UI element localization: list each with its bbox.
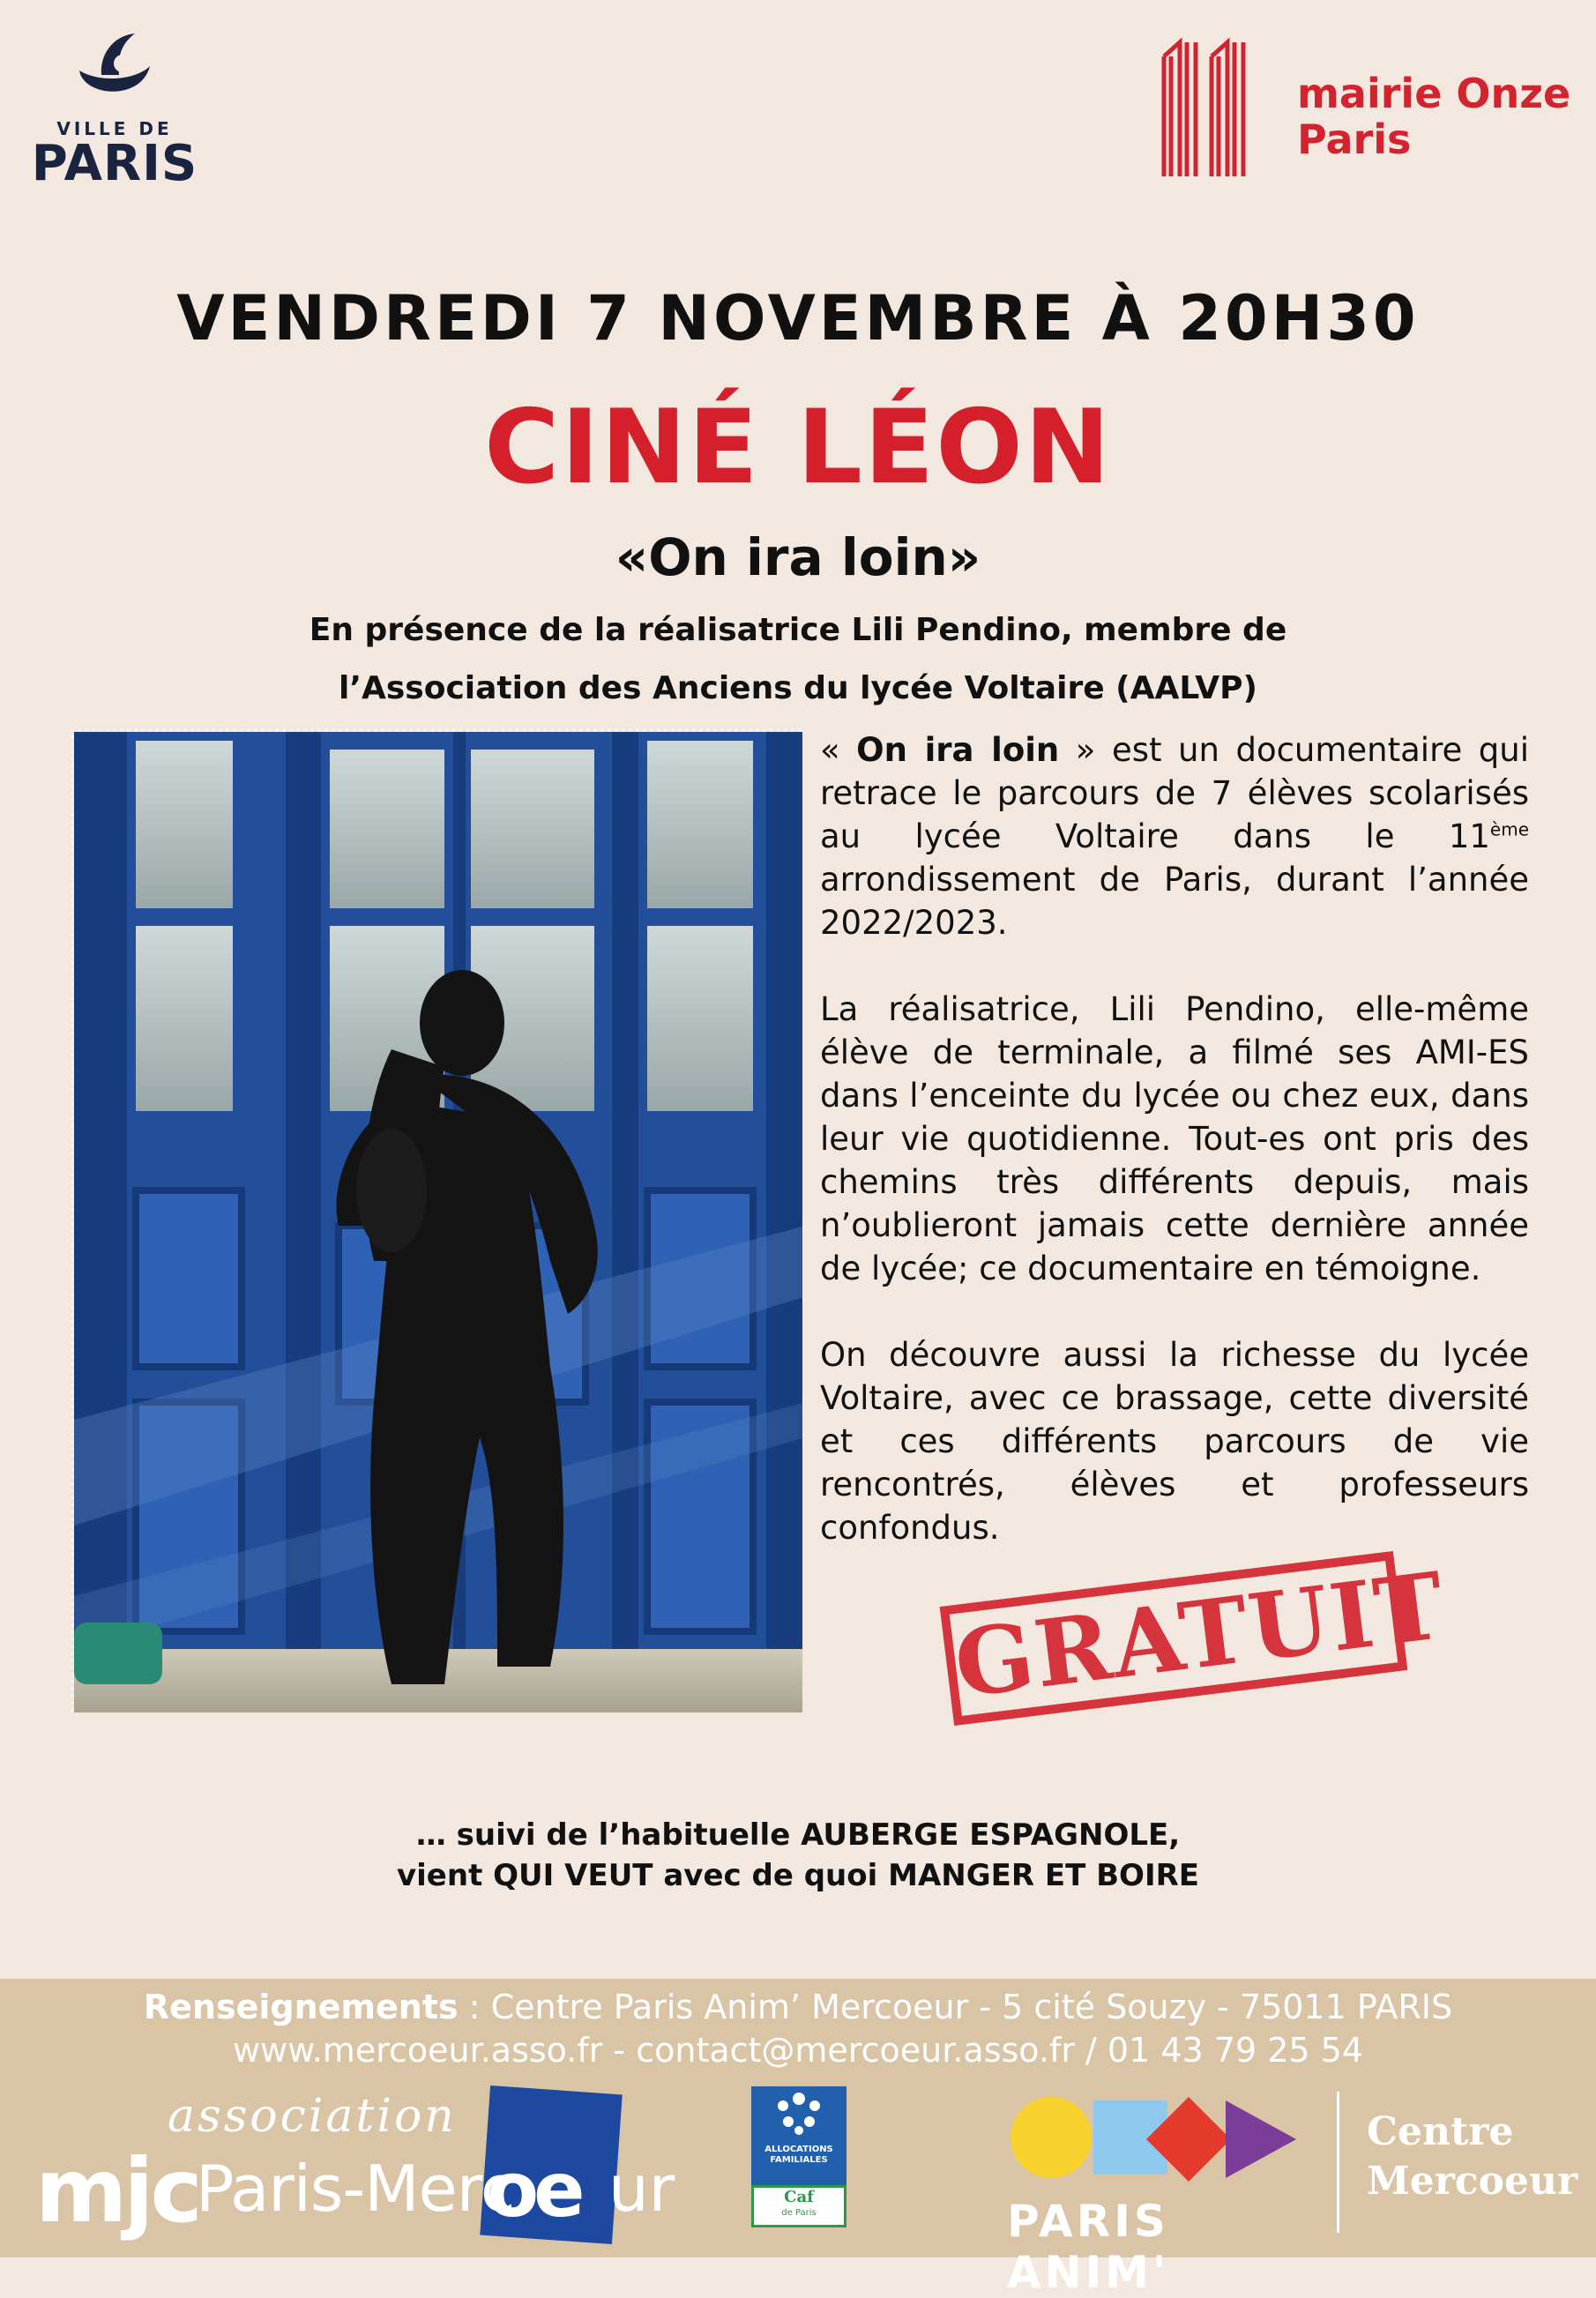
presence-text <box>0 601 1596 718</box>
contact-line: www.mercoeur.asso.fr - contact@mercoeur.asso.fr / 01 43 79 25 54 <box>232 2031 1364 2070</box>
description-paragraph-3: On découvre aussi la richesse du lycée Voltaire, avec ce brassage, cette diversité et ces différents parcours de vie rencontrés, élèves et professeurs confondus. <box>820 1336 1529 1547</box>
caf-blue-block <box>751 2086 846 2185</box>
auberge-line-2: vient QUI VEUT avec de quoi MANGER ET BOIRE <box>396 1858 1199 1893</box>
mairie-onze-text: mairie Onze <box>1297 70 1571 117</box>
ville-de-paris-logo <box>26 26 203 203</box>
mjc-paris-mercoeur-logo <box>35 2090 675 2249</box>
caf-text: Caf <box>784 2188 814 2206</box>
centre-line-2: Mercoeur <box>1367 2159 1578 2204</box>
mjc-oe-text: oe <box>487 2146 580 2235</box>
eleven-icon <box>1160 39 1257 180</box>
film-still-photo <box>71 728 802 1712</box>
caf-allocations-text: ALLOCATIONS FAMILIALES <box>764 2145 833 2165</box>
p1-superscript: ème <box>1489 818 1529 840</box>
blue-doors-illustration <box>74 732 806 1716</box>
mairie-onze-logo <box>1160 39 1575 189</box>
auberge-note <box>0 1815 1596 1896</box>
paris-boat-icon <box>66 26 163 115</box>
ville-de-text: VILLE DE <box>56 118 173 139</box>
mjc-paris-merc-text: Paris-Merc <box>196 2152 515 2226</box>
footer-divider <box>1337 2092 1339 2233</box>
mjc-ur-text: ur <box>608 2152 675 2226</box>
mjc-association-text: association <box>168 2090 457 2143</box>
film-name-bold: On ira loin <box>856 731 1060 769</box>
auberge-line-1: … suivi de l’habituelle AUBERGE ESPAGNOLE, <box>415 1817 1181 1853</box>
mairie-paris-text: Paris <box>1297 116 1412 163</box>
presence-line-2: l’Association des Anciens du lycée Voltaire (AALVP) <box>338 670 1257 706</box>
p1-text-a: » est un documentaire qui retrace le parcours de 7 élèves scolarisés au lycée Voltaire dans le 11 <box>820 731 1529 855</box>
paris-anim-text: PARIS ANIM' <box>1007 2196 1170 2298</box>
event-title: CINÉ LÉON <box>484 388 1112 507</box>
mjc-text: mjc <box>35 2139 199 2242</box>
address-text: : Centre Paris Anim’ Mercoeur - 5 cité Souzy - 75011 PARIS <box>458 1988 1453 2026</box>
caf-logo <box>751 2086 846 2227</box>
quote-open: « <box>820 731 857 769</box>
p1-text-b: arrondissement de Paris, durant l’année 2022/2023. <box>820 861 1529 942</box>
caf-de-paris-text: de Paris <box>781 2208 817 2218</box>
centre-mercoeur-text <box>1367 2108 1577 2206</box>
event-date: VENDREDI 7 NOVEMBRE À 20H30 <box>176 282 1420 354</box>
film-title: «On ira loin» <box>615 527 981 587</box>
centre-line-1: Centre <box>1367 2109 1514 2154</box>
renseignements-label: Renseignements <box>143 1988 459 2026</box>
description-paragraph-1 <box>820 728 1529 944</box>
renseignements-line <box>0 1986 1596 2029</box>
paris-anim-logo <box>1005 2092 1305 2298</box>
footer-info <box>0 1986 1596 2072</box>
caf-family-icon <box>751 2086 846 2145</box>
paris-anim-shapes-icon <box>1005 2092 1305 2189</box>
presence-line-1: En présence de la réalisatrice Lili Pendino, membre de <box>309 612 1287 648</box>
paris-text: PARIS <box>31 135 198 192</box>
gratuit-stamp: GRATUIT <box>940 1551 1408 1726</box>
film-description <box>820 728 1529 1593</box>
description-paragraph-2: La réalisatrice, Lili Pendino, elle-même élève de terminale, a filmé ses AMI-ES dans l’enceinte du lycée ou chez eux, dans leur vie quotidienne. Tout-es ont pris des chemins très différents depuis, mais n’oublieront jamais cette dernière année de lycée; ce documentaire en témoigne. <box>820 990 1529 1287</box>
